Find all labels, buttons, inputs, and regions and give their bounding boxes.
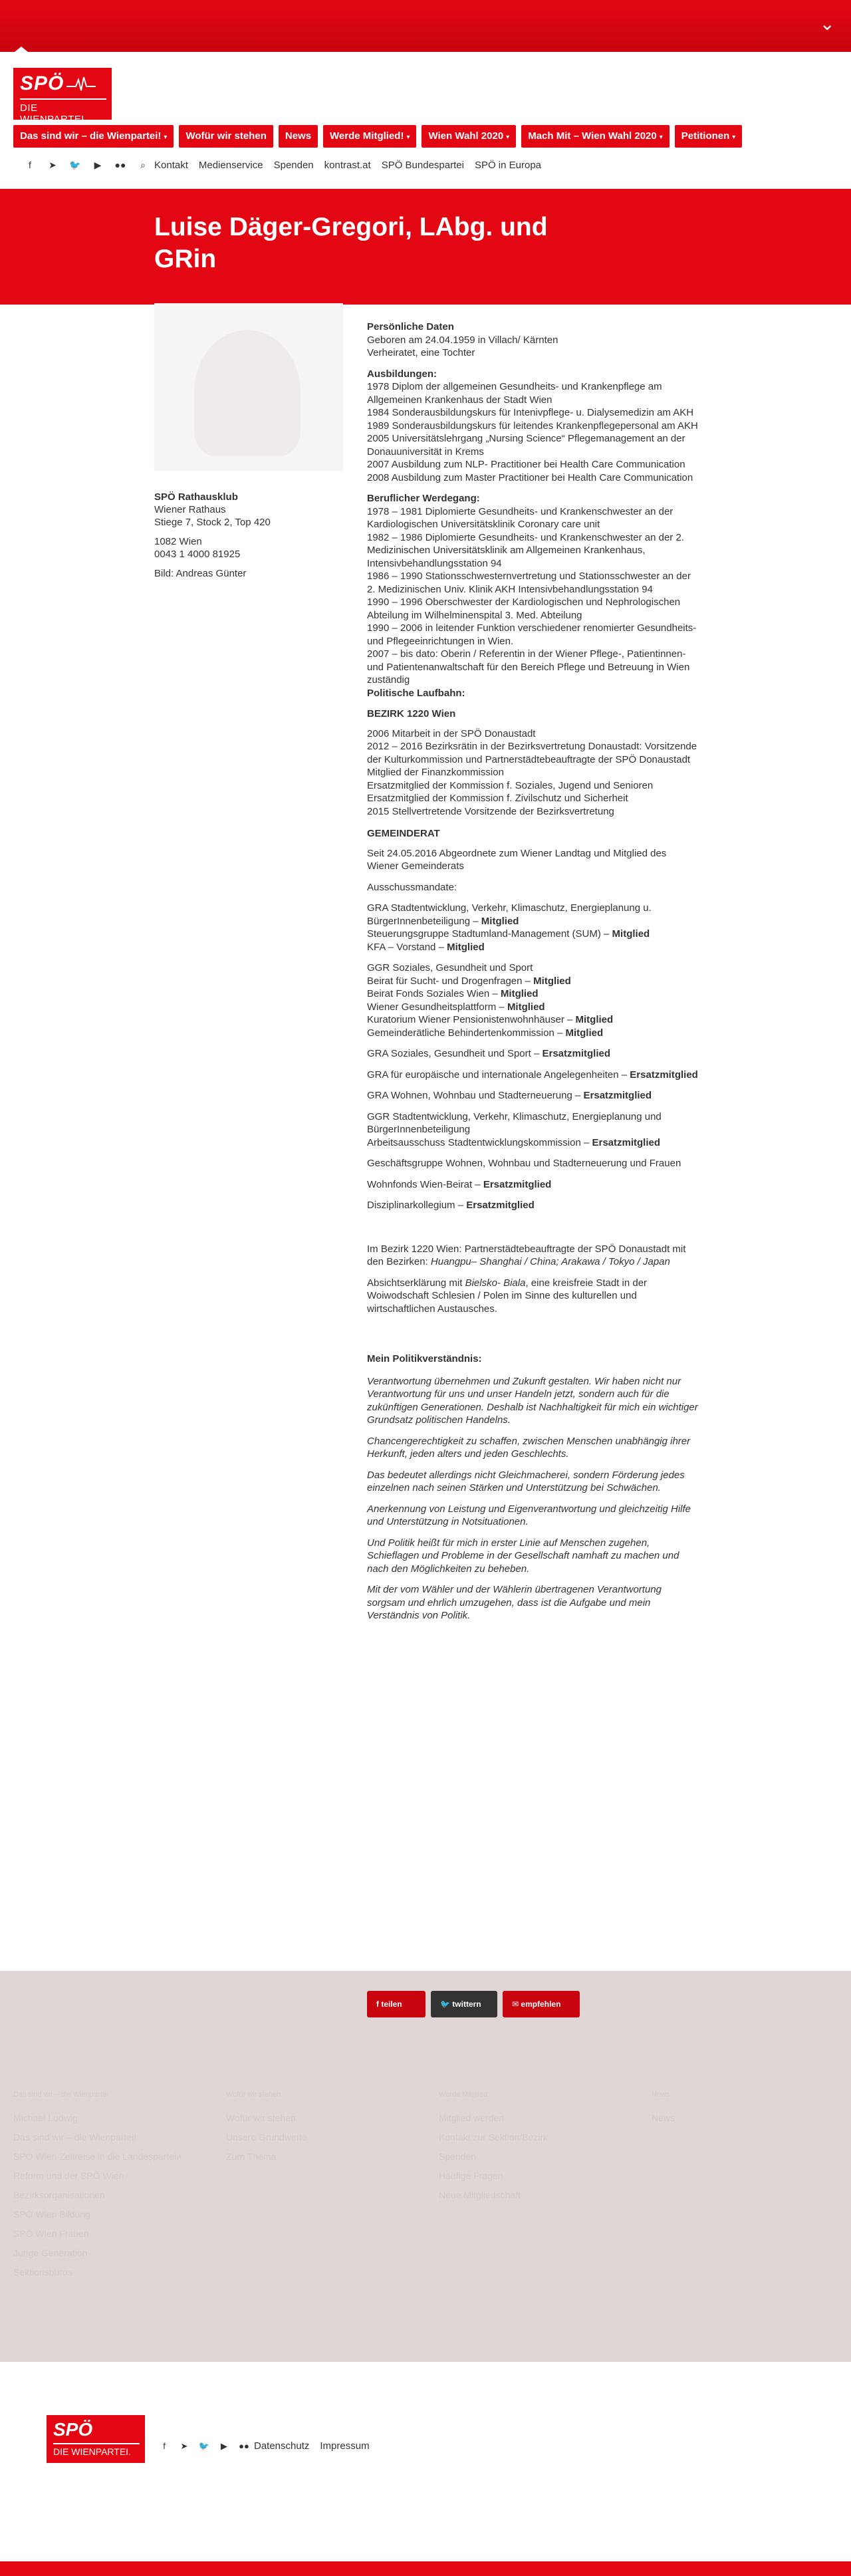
footer-link[interactable]: Spenden (439, 2151, 477, 2162)
brand-tagline: DIE WIENPARTEI. (53, 2443, 140, 2457)
telegram-icon[interactable]: ➤ (49, 159, 57, 170)
contact-line: Wiener Rathaus (154, 504, 226, 515)
facebook-icon[interactable]: f (29, 160, 31, 170)
mandate-group (367, 1089, 699, 1102)
footer-navigation (154, 2440, 380, 2452)
mandate-line (367, 1199, 699, 1212)
mandate-role: Ersatzmitglied (466, 1200, 535, 1211)
text-line: Verheiratet, eine Tochter (367, 347, 475, 358)
brand-name: SPÖ (53, 2419, 93, 2440)
nav-item-label: Wien Wahl 2020 (428, 130, 504, 142)
search-icon[interactable]: ⌕ (140, 159, 146, 170)
mandate-group (367, 1199, 699, 1212)
partner-text: , eine kreisfreie Stadt in der Woiwodschaft Schlesien / Polen im Sinne des kulturellen und wirtschaftlichen Austausches. (367, 1277, 648, 1315)
council-intro: Seit 24.05.2016 Abgeordnete zum Wiener Landtag und Mitglied des Wiener Gemeinderats (367, 847, 667, 872)
mandate-text: GRA für europäische und internationale Angelegenheiten – (367, 1069, 630, 1081)
nav-item-5[interactable] (521, 125, 669, 148)
mandate-role: Mitglied (481, 915, 519, 927)
contact-line: Stiege 7, Stock 2, Top 420 (154, 517, 271, 528)
mandate-group (367, 1157, 699, 1170)
nav-item-label: Werde Mitglied! (330, 130, 404, 142)
share-button-teilen[interactable] (367, 1991, 426, 2017)
mandate-text: Arbeitsausschuss Stadtentwicklungskommission – (367, 1136, 592, 1148)
footer-link[interactable]: Bezirksorganisationen (13, 2190, 105, 2200)
footer-link[interactable]: Unsere Grundwerte (226, 2132, 308, 2142)
text-line: 1982 – 1986 Diplomierte Gesundheits- und Krankenschwester an der 2. Medizinischen Universitätsklinik am Allgemeinen Krankenhaus, Intensivbehandlungsstation 94 (367, 531, 684, 569)
mandate-line (367, 928, 699, 941)
footer-link[interactable]: Impressum (320, 2440, 370, 2452)
mandate-group (367, 902, 699, 954)
footer-column-heading: News (652, 2091, 670, 2099)
mandate-role: Mitglied (507, 1001, 545, 1013)
footer-link[interactable]: Junge Generation (13, 2248, 88, 2258)
mandate-text: Gemeinderätliche Behindertenkommission – (367, 1027, 566, 1039)
section-heading: Beruflicher Werdegang: (367, 493, 480, 504)
bottom-stripe (0, 2561, 851, 2576)
partner-cities-list: Huangpu– Shanghai / China; Arakawa / Tokyo / Japan (430, 1256, 670, 1267)
footer-link[interactable]: SPÖ Wien Zeitreise in die Landesparteiи (13, 2151, 182, 2162)
mandate-line (367, 941, 699, 954)
mandate-role: Mitglied (533, 975, 571, 987)
photo-credit: Bild: Andreas Günter (154, 568, 247, 579)
mandate-line (367, 1089, 699, 1102)
portrait-image (154, 303, 343, 471)
footer-column (226, 2085, 307, 2166)
footer-column (13, 2085, 182, 2282)
caret-down-icon: ▾ (164, 134, 168, 141)
youtube-icon[interactable]: ▶ (94, 159, 102, 170)
top-banner (0, 0, 851, 52)
career-block (367, 505, 699, 687)
vision-paragraph: Und Politik heißt für mich in erster Linie auf Menschen zugehen, Schieflagen und Probleme in der Gesellschaft namhaft zu machen und nach den Möglichkeiten zu beheben. (367, 1537, 679, 1575)
mandate-line (367, 1136, 699, 1150)
section-heading: Mein Politikverständnis: (367, 1353, 482, 1364)
mandate-text: GRA Stadtentwicklung, Verkehr, Klimaschutz, Energieplanung u. BürgerInnenbeteiligung – (367, 902, 652, 927)
portrait-placeholder (194, 330, 301, 456)
nav-item-label: News (285, 130, 312, 142)
footer-link[interactable]: Neue Mitgliedschaft (439, 2190, 521, 2200)
brand-name: SPÖ (20, 72, 64, 94)
footer-link[interactable]: SPÖ Wien Bildung (13, 2209, 90, 2220)
mandate-line (367, 962, 699, 975)
text-line: 1978 Diplom der allgemeinen Gesundheits- und Krankenpflege am Allgemeinen Krankenhaus der Stadt Wien (367, 381, 662, 406)
section-heading: Persönliche Daten (367, 321, 454, 332)
nav-item-label: Wofür wir stehen (185, 130, 267, 142)
telegram-icon[interactable]: ➤ (180, 2440, 188, 2451)
contact-org: SPÖ Rathausklub (154, 491, 238, 503)
main-navigation (13, 125, 742, 148)
text-line: 2007 – bis dato: Oberin / Referentin in der Wiener Pflege-, Patientinnen- und Patientenanwaltschaft für den Bereich Pflege und Betreuung in Wien zuständig (367, 648, 690, 686)
contact-city: 1082 Wien (154, 536, 202, 547)
footer-column (652, 2085, 675, 2128)
text-line: 2005 Universitätslehrgang „Nursing Science“ Pflegemanagement an der Donauuniversität in Krems (367, 433, 685, 457)
mandate-text: Disziplinarkollegium – (367, 1200, 467, 1211)
share-button-empfehlen[interactable] (503, 1991, 580, 2017)
footer-link[interactable]: Zum Thema (226, 2151, 277, 2162)
text-line: 1990 – 2006 in leitender Funktion verschiedener renomierter Gesundheits- und Pflegeeinrichtungen in Wien. (367, 622, 697, 647)
section-heading: Ausbildungen: (367, 368, 437, 380)
mandate-text: GRA Wohnen, Wohnbau und Stadterneuerung – (367, 1090, 584, 1101)
mandate-line (367, 1157, 699, 1170)
flickr-icon[interactable]: ●● (239, 2441, 249, 2451)
text-line: 1986 – 1990 Stationsschwesternvertretung und Stationsschwester an der 2. Medizinischen Univ. Klinik AKH Intensivbehandlungsstation 94 (367, 571, 691, 595)
hero-banner (0, 189, 851, 305)
share-label: twittern (452, 1999, 481, 2009)
mandate-role: Mitglied (575, 1014, 614, 1025)
contact-info (154, 491, 343, 580)
text-line: 1984 Sonderausbildungskurs für Intenivpflege- u. Dialysemedizin am AKH (367, 407, 694, 418)
vision-paragraph: Anerkennung von Leistung und Eigenverantwortung und gleichzeitig Hilfe und Unterstützung in Notsituationen. (367, 1503, 691, 1527)
mandate-line (367, 1110, 699, 1136)
mandate-text: Kuratorium Wiener Pensionistenwohnhäuser – (367, 1014, 576, 1025)
youtube-icon[interactable]: ▶ (221, 2440, 227, 2451)
footer-link[interactable]: Michael Ludwig (13, 2113, 78, 2123)
text-line: Ersatzmitglied der Kommission f. Zivilschutz und Sicherheit (367, 793, 628, 804)
partner-city: Bielsko- Biala (465, 1277, 526, 1289)
brand-tagline: DIE WIENPARTEI. (20, 98, 106, 125)
text-line: Geboren am 24.04.1959 in Villach/ Kärnten (367, 334, 558, 346)
subnav-link[interactable]: SPÖ in Europa (474, 159, 542, 171)
notch-marker (15, 47, 28, 52)
mandate-text: Geschäftsgruppe Wohnen, Wohnbau und Stadterneuerung und Frauen (367, 1158, 681, 1169)
mandate-line (367, 1001, 699, 1014)
text-line: Mitglied der Finanzkommission (367, 767, 504, 778)
nav-item-label: Petitionen (681, 130, 730, 142)
text-line: 2008 Ausbildung zum Master Practitioner bei Health Care Communication (367, 471, 693, 483)
contact-phone[interactable]: 0043 1 4000 81925 (154, 549, 241, 560)
flickr-icon[interactable]: ●● (114, 160, 126, 170)
mandate-role: Mitglied (447, 941, 485, 953)
twitter-icon[interactable]: 🐦 (69, 159, 81, 170)
vision-paragraph: Mit der vom Wähler und der Wählerin übertragenen Verantwortung sorgsam und ehrlich umzugehen, dass ist die Aufgabe und mein Verständnis von Politik. (367, 1584, 662, 1621)
share-button-twittern[interactable] (431, 1991, 497, 2017)
footer-column-heading: Wofür wir stehen (226, 2091, 281, 2099)
mandate-role: Ersatzmitglied (630, 1069, 698, 1081)
text-line: Ersatzmitglied der Kommission f. Soziales, Jugend und Senioren (367, 779, 654, 791)
share-label: empfehlen (521, 1999, 561, 2009)
share-bar (0, 1971, 851, 2029)
nav-item-label: Das sind wir – die Wienpartei! (20, 130, 162, 142)
footer-link[interactable]: Mitglied werden (439, 2113, 505, 2123)
mandate-text: GGR Soziales, Gesundheit und Sport (367, 962, 533, 973)
nav-item-6[interactable] (675, 125, 743, 148)
nav-item-2[interactable] (279, 125, 318, 148)
mandate-text: GRA Soziales, Gesundheit und Sport – (367, 1048, 543, 1059)
footer-link[interactable]: Wofür wir stehen (226, 2113, 296, 2123)
subnav-link[interactable]: kontrast.at (324, 159, 371, 171)
text-line: 2015 Stellvertretende Vorsitzende der Bezirksvertretung (367, 805, 614, 817)
subnav-link[interactable]: Spenden (273, 159, 314, 171)
mandate-text: Steuerungsgruppe Stadtumland-Management (SUM) – (367, 928, 612, 940)
twitter-icon: 🐦 (440, 1999, 453, 2009)
mandate-line (367, 1069, 699, 1082)
mandate-role: Ersatzmitglied (483, 1178, 552, 1190)
page-title: Luise Däger-Gregori, LAbg. und GRin (154, 213, 548, 273)
nav-item-4[interactable] (422, 125, 516, 148)
subnav-link[interactable]: Kontakt (154, 159, 188, 171)
mandate-group (367, 1110, 699, 1150)
sub-navigation (19, 157, 552, 173)
mandate-group (367, 1069, 699, 1082)
footer-column-heading: Werde Mitglied (439, 2091, 488, 2099)
mandates-label: Ausschussmandate: (367, 881, 457, 893)
subnav-link[interactable]: SPÖ Bundespartei (381, 159, 464, 171)
education-block (367, 380, 699, 484)
caret-down-icon: ▾ (659, 134, 663, 141)
mandate-text: Wohnfonds Wien-Beirat – (367, 1178, 483, 1190)
caret-down-icon: ▾ (506, 134, 510, 141)
personal-block (367, 334, 699, 360)
text-line: 1989 Sonderausbildungskurs für leitendes Krankenpflegepersonal am AKH (367, 420, 698, 432)
text-line: 1990 – 1996 Oberschwester der Kardiologischen und Nephrologischen Abteilung im Wilhelminenspital 3. Med. Abteilung (367, 596, 681, 621)
caret-down-icon: ▾ (732, 134, 736, 141)
nav-item-1[interactable] (179, 125, 273, 148)
text-line: 1978 – 1981 Diplomierte Gesundheits- und Krankenschwester an der Kardiologischen Universitätsklinik Coronary care unit (367, 505, 673, 530)
section-heading: GEMEINDERAT (367, 828, 440, 839)
partner-text: Absichtserklärung mit (367, 1277, 465, 1289)
footer-link[interactable]: Das sind wir – die Wienpartei! (13, 2132, 137, 2142)
biography-content (367, 321, 699, 1630)
heartbeat-icon (66, 74, 106, 93)
share-label: teilen (381, 1999, 402, 2009)
mandate-role: Ersatzmitglied (542, 1048, 611, 1059)
mandate-group (367, 1178, 699, 1192)
footer-link[interactable]: Sektionsbüros (13, 2267, 72, 2277)
footer-column (439, 2085, 548, 2205)
vision-paragraph: Chancengerechtigkeit zu schaffen, zwischen Menschen unabhängig ihrer Herkunft, jeden alters und jeden Geschlechts. (367, 1435, 691, 1460)
mandate-text: KFA – Vorstand – (367, 941, 447, 953)
mandate-role: Ersatzmitglied (583, 1090, 652, 1101)
footer-link[interactable]: Häufige Fragen (439, 2170, 503, 2181)
text-line: 2006 Mitarbeit in der SPÖ Donaustadt (367, 727, 536, 739)
mandate-group (367, 1047, 699, 1061)
text-line: 2012 – 2016 Bezirksrätin in der Bezirksvertretung Donaustadt: Vorsitzende der Kulturkommission und Partnerstädtebeauftragte der SPÖ Donaustadt (367, 741, 697, 765)
section-heading: Politische Laufbahn: (367, 687, 465, 699)
twitter-icon[interactable]: 🐦 (198, 2440, 210, 2451)
footer-link[interactable]: SPÖ Wien Frauen (13, 2228, 89, 2239)
facebook-icon[interactable]: f (163, 2441, 166, 2451)
mandate-text: Wiener Gesundheitsplattform – (367, 1001, 507, 1013)
partner-cities (367, 1243, 699, 1269)
footer-column-heading: Das sind wir – die Wienpartei (13, 2091, 108, 2099)
vision-paragraph: Das bedeutet allerdings nicht Gleichmacherei, sondern Förderung jedes einzelnen nach seinen Stärken und Unterstützung bei Schwächen. (367, 1469, 685, 1493)
facebook-icon: f (376, 1999, 382, 2009)
footer-link[interactable]: Datenschutz (254, 2440, 310, 2452)
nav-item-label: Mach Mit – Wien Wahl 2020 (528, 130, 657, 142)
mail-icon: ✉ (512, 1999, 521, 2009)
footer-link[interactable]: News (652, 2113, 675, 2123)
text-line: 2007 Ausbildung zum NLP- Practitioner bei Health Care Communication (367, 459, 685, 470)
mandate-line (367, 1013, 699, 1027)
mandate-text: GGR Stadtentwicklung, Verkehr, Klimaschutz, Energieplanung und BürgerInnenbeteiligung (367, 1110, 662, 1135)
mandate-line (367, 987, 699, 1001)
mandate-line (367, 1027, 699, 1040)
bottom-footer (0, 2362, 851, 2561)
mandate-text: Beirat Fonds Soziales Wien – (367, 988, 501, 999)
district-block (367, 727, 699, 819)
mandate-line (367, 1178, 699, 1192)
footer-logo[interactable] (47, 2415, 145, 2463)
nav-item-0[interactable] (13, 125, 174, 148)
mandate-role: Ersatzmitglied (592, 1136, 661, 1148)
mandate-role: Mitglied (612, 928, 650, 940)
caret-down-icon: ▾ (406, 134, 410, 141)
logo[interactable] (13, 68, 112, 125)
mandate-role: Mitglied (500, 988, 539, 999)
mandate-text: Beirat für Sucht- und Drogenfragen – (367, 975, 534, 987)
footer-link[interactable]: Reform und der SPÖ Wien (13, 2170, 124, 2181)
subnav-link[interactable]: Medienservice (198, 159, 263, 171)
mandate-line (367, 1047, 699, 1061)
mandate-role: Mitglied (565, 1027, 604, 1039)
partner-text: Im Bezirk 1220 Wien: Partnerstädtebeauftragte der SPÖ Donaustadt mit den Bezirken: (367, 1243, 686, 1267)
footer-link[interactable]: Kontakt zur Sektion/Bezirk (439, 2132, 548, 2142)
mandate-group (367, 962, 699, 1039)
partner-declaration (367, 1277, 699, 1316)
mandate-line (367, 902, 699, 928)
vision-paragraph: Verantwortung übernehmen und Zukunft gestalten. Wir haben nicht nur Verantwortung für uns und unser Handeln jetzt, sondern auch für die zukünftigen Generationen. Deshalb ist Nachhaltigkeit für mich ein wichtiger Grundsatz politischen Handelns. (367, 1375, 698, 1426)
chevron-down-icon[interactable]: ⌄ (819, 13, 835, 34)
mandate-line (367, 975, 699, 988)
nav-item-3[interactable] (323, 125, 416, 148)
footer-links (0, 2029, 851, 2362)
section-heading: BEZIRK 1220 Wien (367, 708, 456, 719)
